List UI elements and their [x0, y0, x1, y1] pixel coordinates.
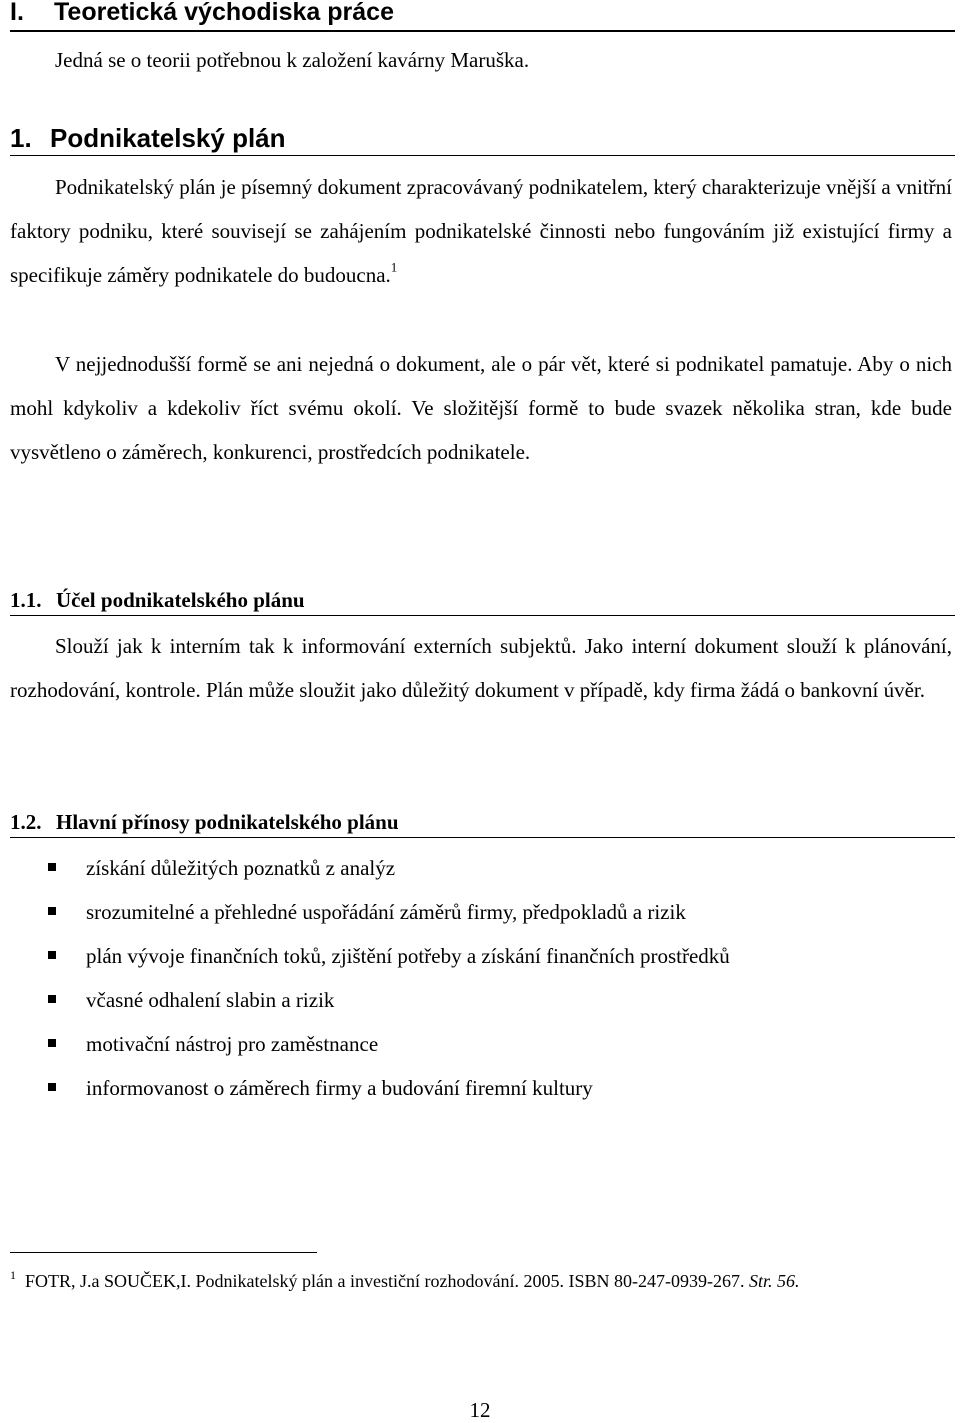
- paragraph-purpose: Slouží jak k interním tak k informování externích subjektů. Jako interní dokument slouží k plánování, rozhodování, kontrole. Plán může sloužit jako důležitý dokument v případě, kdy firma žádá o bankovní úvěr.: [10, 634, 952, 702]
- subsection-heading-benefits: [10, 807, 955, 838]
- section-number: 1.: [10, 123, 32, 153]
- benefits-list: [45, 846, 730, 1110]
- footnote-number: 1: [10, 1267, 16, 1282]
- subsection-title: Hlavní přínosy podnikatelského plánu: [56, 810, 399, 834]
- square-bullet-icon: [48, 907, 56, 915]
- list-item: motivační nástroj pro zaměstnance: [45, 1022, 730, 1066]
- paragraph-forms: V nejjednodušší formě se ani nejedná o dokument, ale o pár vět, které si podnikatel pamatuje. Aby o nich mohl kdykoliv a kdekoliv říct svému okolí. Ve složitější formě to bude svazek několika stran, kde bude vysvětleno o záměrech, konkurenci, prostředcích podnikatele.: [10, 352, 952, 464]
- list-item: získání důležitých poznatků z analýz: [45, 846, 730, 890]
- footnote-reference: 1: [390, 259, 398, 275]
- subsection-heading-purpose: [10, 585, 955, 616]
- square-bullet-icon: [48, 995, 56, 1003]
- list-item: informovanost o záměrech firmy a budování firemní kultury: [45, 1066, 730, 1110]
- subsection-title: Účel podnikatelského plánu: [56, 588, 305, 612]
- list-item: včasné odhalení slabin a rizik: [45, 978, 730, 1022]
- square-bullet-icon: [48, 1083, 56, 1091]
- square-bullet-icon: [48, 951, 56, 959]
- section-title: Podnikatelský plán: [50, 123, 286, 153]
- square-bullet-icon: [48, 1039, 56, 1047]
- section-heading: [10, 121, 955, 156]
- subsection-number: 1.1.: [10, 588, 42, 612]
- page-number: 12: [469, 1398, 491, 1422]
- paragraph-definition: [10, 165, 952, 297]
- list-item: plán vývoje finančních toků, zjištění potřeby a získání finančních prostředků: [45, 934, 730, 978]
- subsection-number: 1.2.: [10, 810, 42, 834]
- chapter-intro: Jedná se o teorii potřebnou k založení kavárny Maruška.: [55, 48, 530, 72]
- paragraph-definition-text: Podnikatelský plán je písemný dokument zpracovávaný podnikatelem, který charakterizuje vnější a vnitřní faktory podniku, které souvisejí se zahájením podnikatelské činnosti nebo fungováním již existující firmy a specifikuje záměry podnikatele do budoucna.: [10, 175, 952, 287]
- chapter-title: Teoretická východiska práce: [54, 0, 394, 26]
- footnote-divider: [10, 1252, 317, 1253]
- footnote-page: Str. 56.: [748, 1271, 800, 1291]
- list-item: srozumitelné a přehledné uspořádání záměrů firmy, předpokladů a rizik: [45, 890, 730, 934]
- square-bullet-icon: [48, 863, 56, 871]
- chapter-number: I.: [10, 0, 24, 26]
- chapter-heading: [10, 0, 955, 32]
- footnote-text: FOTR, J.a SOUČEK,I. Podnikatelský plán a investiční rozhodování. 2005. ISBN 80-247-0939-267.: [25, 1271, 745, 1291]
- footnote: [10, 1268, 799, 1294]
